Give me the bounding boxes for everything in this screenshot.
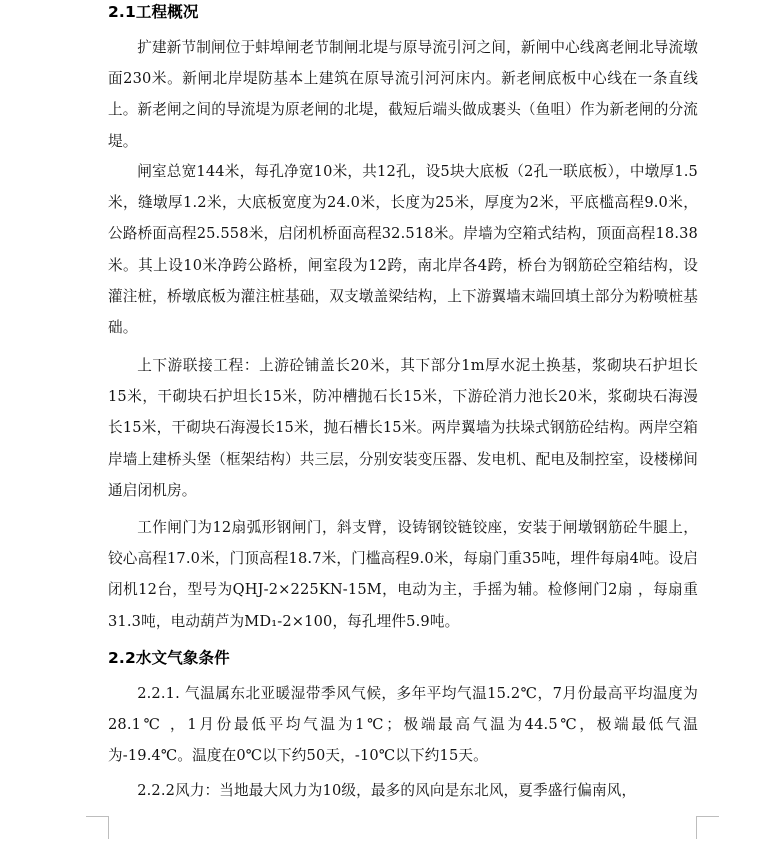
section-heading-2-1: 2.1工程概况 (108, 3, 199, 21)
section-heading-2-2: 2.2水文气象条件 (108, 649, 230, 667)
paragraph-sluice-chamber: 闸室总宽144米，每孔净宽10米，共12孔，设5块大底板（2孔一联底板），中墩厚1.5米，缝墩厚1.2米，大底板宽度为24.0米，长度为25米，厚度为2米，平底槛高程9.0米，公路桥面高程25.558米，启闭机桥面高程32.518米。岸墙为空箱式结构，顶面高程18.38米。其上设10米净跨公路桥，闸室段为12跨，南北岸各4跨，桥台为钢筋砼空箱结构，设灌注桩，桥墩底板为灌注桩基础，双支墩盖梁结构，上下游翼墙末端回填土部分为粉喷桩基础。 (108, 163, 698, 337)
page-margin-corner-left (86, 816, 109, 839)
paragraph-wind: 2.2.2风力：当地最大风力为10级，最多的风向是东北风，夏季盛行偏南风， (137, 782, 637, 799)
paragraph-temperature: 2.2.1. 气温属东北亚暖湿带季风气候，多年平均气温15.2℃，7月份最高平均温度为28.1℃ ，1月份最低平均气温为1℃；极端最高气温为44.5℃，极端最低气温为-19.4℃。温度在0℃以下约50天，-10℃以下约15天。 (108, 685, 698, 765)
paragraph-project-location: 扩建新节制闸位于蚌埠闸老节制闸北堤与原导流引河之间，新闸中心线离老闸北导流墩面230米。新闸北岸堤防基本上建筑在原导流引河河床内。新老闸底板中心线在一条直线上。新老闸之间的导流堤为原老闸的北堤，截短后端头做成裹头（鱼咀）作为新老闸的分流堤。 (108, 39, 698, 150)
paragraph-gates: 工作闸门为12扇弧形钢闸门，斜支臂，设铸钢铰链铰座，安装于闸墩钢筋砼牛腿上，铰心高程17.0米，门顶高程18.7米，门槛高程9.0米，每扇门重35吨，埋件每扇4吨。设启闭机12台，型号为QHJ-2×225KN-15M，电动为主，手摇为辅。检修闸门2扇 ，每扇重31.3吨，电动葫芦为MD₁-2×100，每孔埋件5.9吨。 (108, 519, 698, 630)
paragraph-connection-works: 上下游联接工程：上游砼铺盖长20米，其下部分1m厚水泥土换基，浆砌块石护坦长15米，干砌块石护坦长15米，防冲槽抛石长15米，下游砼消力池长20米，浆砌块石海漫长15米，干砌块石海漫长15米，抛石槽长15米。两岸翼墙为扶垛式钢筋砼结构。两岸空箱岸墙上建桥头堡（框架结构）共三层，分别安装变压器、发电机、配电及制控室，设楼梯间通启闭机房。 (108, 357, 698, 499)
page-margin-corner-right (696, 816, 719, 839)
